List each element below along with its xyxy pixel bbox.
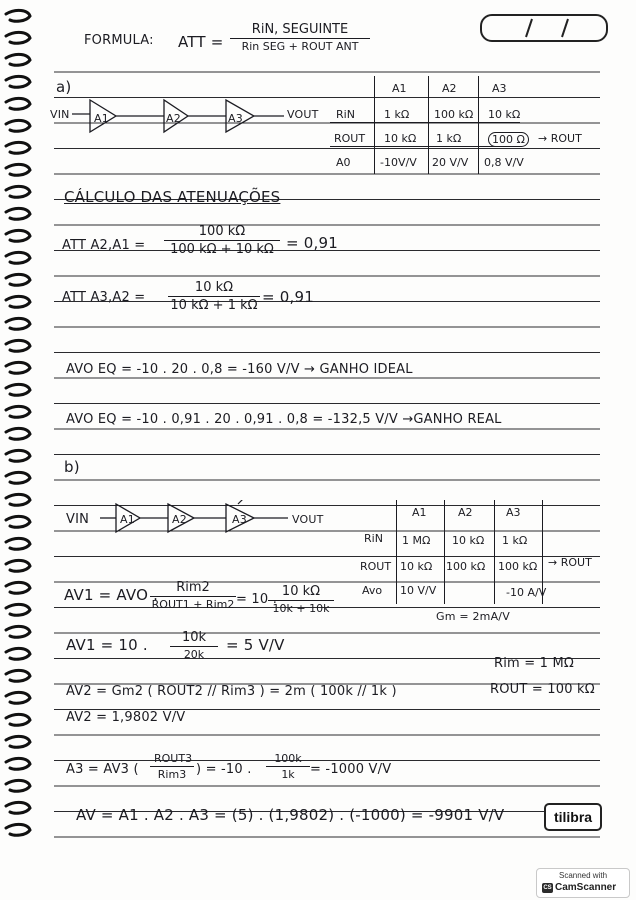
- a3-num2: 100k: [266, 752, 310, 767]
- table-a-row-2-a1: 10 kΩ: [384, 132, 417, 145]
- formula-denominator: Rin SEG + ROUT ANT: [241, 40, 359, 53]
- av1-line2-fraction: [170, 630, 218, 661]
- formula-fraction: [230, 22, 370, 53]
- table-a-header-2: A2: [442, 82, 457, 95]
- table-b-row-3-a3: -10 A/V: [506, 586, 547, 599]
- table-a-row-1-name: RiN: [336, 108, 355, 121]
- att2-result: = 0,91: [262, 288, 314, 306]
- circuit-b-amp-1: A1: [120, 513, 135, 526]
- table-a-row-2-name: ROUT: [334, 132, 366, 145]
- spiral-ring: [6, 76, 30, 87]
- gm-value: Gm = 2mA/V: [436, 610, 510, 623]
- avo-ideal: AVO EQ = -10 . 20 . 0,8 = -160 V/V → GANHO IDEAL: [66, 362, 413, 377]
- table-b-row-2-a3: 100 kΩ: [498, 560, 538, 573]
- av1-line2-den: 20k: [183, 648, 205, 661]
- spiral-ring: [6, 626, 30, 637]
- att1-den: 100 kΩ + 10 kΩ: [170, 242, 274, 257]
- av1-line1-den: ROUT1 + Rim2: [151, 598, 235, 611]
- camscanner-icon: CS: [543, 885, 552, 891]
- table-a-row-3-a1: -10V/V: [380, 156, 417, 169]
- table-a-note: → ROUT: [538, 132, 582, 145]
- spiral-ring: [6, 736, 30, 747]
- av1-line1-lhs: AV1 = AVO .: [64, 586, 159, 604]
- table-b-row-2-name: ROUT: [360, 560, 392, 573]
- table-a-row-3-a2: 20 V/V: [432, 156, 469, 169]
- av1-line2-result: = 5 V/V: [226, 636, 285, 654]
- spiral-ring: [6, 538, 30, 549]
- av-final: AV = A1 . A2 . A3 = (5) . (1,9802) . (-1000) = -9901 V/V: [76, 806, 505, 824]
- rim-value: Rim = 1 MΩ: [494, 656, 575, 671]
- spiral-ring: [6, 318, 30, 329]
- att1-result: = 0,91: [286, 234, 338, 252]
- tilibra-logo: tilibra: [544, 803, 602, 831]
- table-a-row-1-a1: 1 kΩ: [384, 108, 410, 121]
- spiral-ring: [6, 516, 30, 527]
- scanner-caption: Scanned with: [558, 871, 608, 880]
- spiral-ring: [6, 186, 30, 197]
- table-b-row-1-a1: 1 MΩ: [402, 534, 431, 547]
- camscanner-badge: [536, 868, 630, 898]
- spiral-ring: [6, 692, 30, 703]
- spiral-ring: [6, 252, 30, 263]
- av2-line1: AV2 = Gm2 ( ROUT2 // Rim3 ) = 2m ( 100k // 1k ): [66, 684, 397, 699]
- table-a-row-1-a3: 10 kΩ: [488, 108, 521, 121]
- table-b-header-3: A3: [506, 506, 521, 519]
- table-a-header-3: A3: [492, 82, 507, 95]
- circuit-b-amp-3: A3: [232, 513, 247, 526]
- circuit-b-amp-2: A2: [172, 513, 187, 526]
- spiral-ring: [6, 208, 30, 219]
- av1-line1-fraction: [150, 580, 236, 611]
- av1-line2-num: 10k: [170, 630, 218, 647]
- formula-label: FORMULA:: [84, 33, 154, 48]
- spiral-ring: [6, 54, 30, 65]
- att1-lhs: ATT A2,A1 =: [62, 238, 146, 253]
- table-b-row-3-a1: 10 V/V: [400, 584, 437, 597]
- spiral-ring: [6, 428, 30, 439]
- part-a-label: a): [56, 78, 72, 96]
- circuit-a-wiring: [72, 98, 322, 138]
- table-a-row-3-name: A0: [336, 156, 351, 169]
- av1-line1-den2: 10k + 10k: [272, 602, 330, 615]
- a3-fraction: [150, 752, 194, 781]
- calc-title: CÁLCULO DAS ATENUAÇÕES: [64, 188, 281, 206]
- spiral-ring: [6, 758, 30, 769]
- spiral-ring: [6, 494, 30, 505]
- spiral-ring: [6, 10, 30, 21]
- formula-lhs: ATT =: [178, 33, 224, 51]
- att2-fraction: [168, 280, 260, 313]
- circuit-b-vout: VOUT: [292, 513, 324, 526]
- att1-fraction: [164, 224, 280, 257]
- table-b-row-2-a2: 100 kΩ: [446, 560, 486, 573]
- av2-line2: AV2 = 1,9802 V/V: [66, 710, 186, 725]
- att2-den: 10 kΩ + 1 kΩ: [170, 298, 258, 313]
- part-b-label: b): [64, 458, 80, 476]
- scanner-name: CamScanner: [555, 882, 617, 893]
- circuit-a-vout: VOUT: [287, 108, 319, 121]
- spiral-ring: [6, 164, 30, 175]
- spiral-ring: [6, 648, 30, 659]
- spiral-ring: [6, 472, 30, 483]
- spiral-ring: [6, 274, 30, 285]
- av1-line1-fraction-2: [268, 584, 334, 615]
- att2-lhs: ATT A3,A2 =: [62, 290, 146, 305]
- spiral-ring: [6, 670, 30, 681]
- att2-num: 10 kΩ: [168, 280, 260, 297]
- av1-line1-num: Rim2: [150, 580, 236, 597]
- circuit-a-amp-1: A1: [94, 112, 109, 125]
- spiral-ring: [6, 98, 30, 109]
- circuit-a-amp-3: A3: [228, 112, 243, 125]
- table-a-row-3-a3: 0,8 V/V: [484, 156, 524, 169]
- formula-numerator: RiN, SEGUINTE: [230, 22, 370, 39]
- spiral-ring: [6, 406, 30, 417]
- circuit-b-vin: VIN: [66, 512, 90, 527]
- av1-line1-mid: = 10 .: [236, 592, 278, 607]
- spiral-ring: [6, 120, 30, 131]
- av1-line2-lhs: AV1 = 10 .: [66, 636, 148, 654]
- date-box: [480, 14, 608, 42]
- table-b-header-1: A1: [412, 506, 427, 519]
- spiral-ring: [6, 32, 30, 43]
- table-a-row-1-a2: 100 kΩ: [434, 108, 474, 121]
- spiral-ring: [6, 714, 30, 725]
- a3-lhs: A3 = AV3 (: [66, 762, 139, 777]
- a3-den: Rim3: [157, 768, 187, 781]
- spiral-ring: [6, 582, 30, 593]
- a3-fraction-2: [266, 752, 310, 781]
- table-a: [330, 76, 600, 176]
- table-a-header-1: A1: [392, 82, 407, 95]
- spiral-ring: [6, 362, 30, 373]
- spiral-ring: [6, 824, 30, 835]
- circuit-a-vin: VIN: [50, 108, 70, 121]
- avo-real: AVO EQ = -10 . 0,91 . 20 . 0,91 . 0,8 = -132,5 V/V →GANHO REAL: [66, 412, 502, 427]
- table-b-header-2: A2: [458, 506, 473, 519]
- a3-result: = -1000 V/V: [310, 762, 392, 777]
- spiral-ring: [6, 340, 30, 351]
- spiral-ring: [6, 780, 30, 791]
- a3-mid: ) = -10 .: [196, 762, 252, 777]
- table-b-row-1-a3: 1 kΩ: [502, 534, 528, 547]
- a3-num: ROUT3: [150, 752, 194, 767]
- table-b-row-3-name: Avo: [362, 584, 383, 597]
- table-b-row-1-a2: 10 kΩ: [452, 534, 485, 547]
- rout-value: ROUT = 100 kΩ: [490, 682, 595, 697]
- spiral-ring: [6, 384, 30, 395]
- spiral-ring: [6, 296, 30, 307]
- a3-den2: 1k: [281, 768, 295, 781]
- av1-line1-num2: 10 kΩ: [268, 584, 334, 601]
- spiral-ring: [6, 560, 30, 571]
- att1-num: 100 kΩ: [164, 224, 280, 241]
- spiral-ring: [6, 604, 30, 615]
- table-b-row-1-name: RiN: [364, 532, 383, 545]
- spiral-ring: [6, 230, 30, 241]
- table-a-row-2-a2: 1 kΩ: [436, 132, 462, 145]
- spiral-ring: [6, 802, 30, 813]
- table-b-row-2-a1: 10 kΩ: [400, 560, 433, 573]
- spiral-ring: [6, 450, 30, 461]
- table-a-row-2-a3: 100 Ω: [488, 132, 529, 147]
- circuit-a-amp-2: A2: [166, 112, 181, 125]
- spiral-binding: [2, 0, 36, 860]
- table-b-note: → ROUT: [548, 556, 592, 569]
- table-b: [360, 500, 620, 610]
- spiral-ring: [6, 142, 30, 153]
